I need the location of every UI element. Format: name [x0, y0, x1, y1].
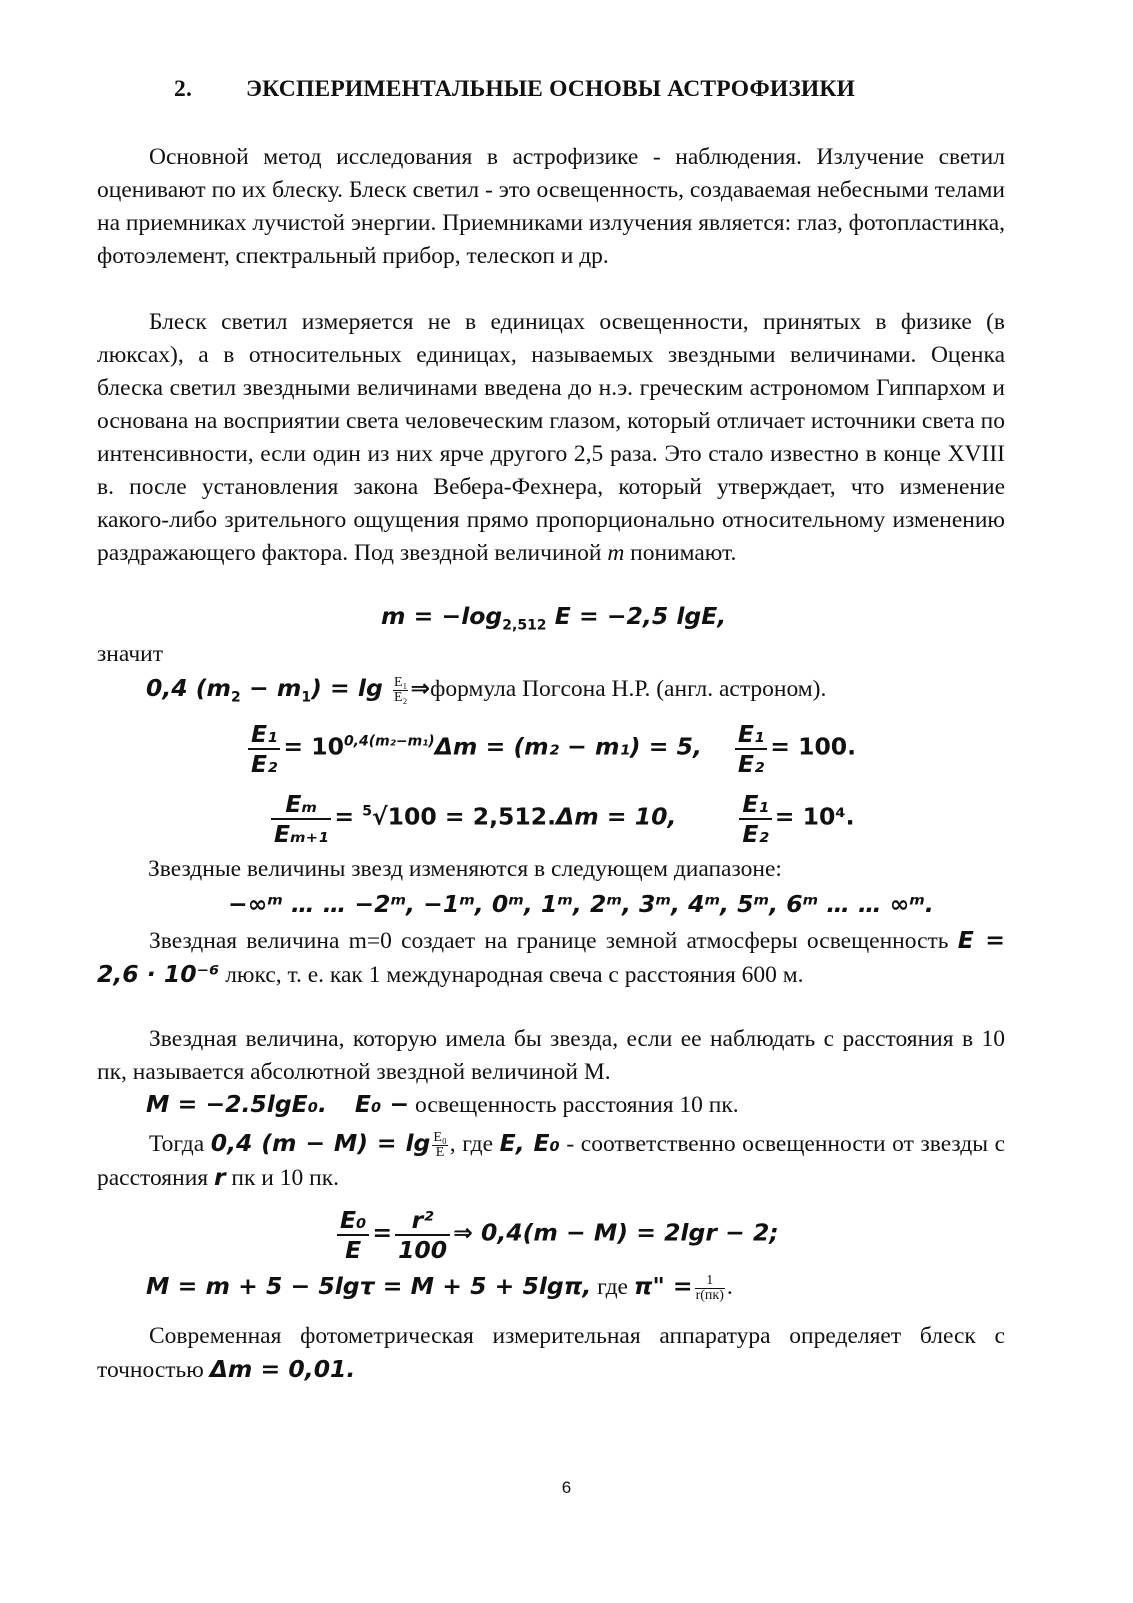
section-title: ЭКСПЕРИМЕНТАЛЬНЫЕ ОСНОВЫ АСТРОФИЗИКИ [246, 76, 856, 102]
precision-equation: Δm = 0,01. [209, 1355, 356, 1383]
fraction: $\frac{\text{E₀}}{E}$ [337, 1206, 369, 1264]
fraction: $\frac{\text{E₁}}{\text{E₂}}$ [739, 790, 771, 848]
range-equation: −∞ᵐ … … −2ᵐ, −1ᵐ, 0ᵐ, 1ᵐ, 2ᵐ, 3ᵐ, 4ᵐ, 5ᵐ, 6ᵐ … … ∞ᵐ. [228, 890, 934, 918]
equation-pogson: 0,4 $(m_2 - m_1) = \lg$ $\frac{\text{E₁}}{\text{E₂}}$ ⇒формула Погсона Н.Р. (англ. астроном). [146, 674, 827, 706]
illuminance-equation: E = 2,6 · 10⁻⁶ [97, 926, 1005, 988]
paragraph-4: Звездная величина, которую имела бы звезда, если ее наблюдать с расстояния в 10 пк, называется абсолютной звездной величиной М. [97, 1026, 1005, 1085]
equation-ratio-100: $\frac{\text{E₁}}{\text{E₂}}$ = $10^{0,4(m_2-m_1)}\Delta m = (m_2 - m_1) = 5$, $\frac{\text{E₁}}{\text{E₂}}$ = 100. [245, 720, 856, 778]
paragraph-2-text: Блеск светил измеряется не в единицах освещенности, принятых в физике (в люксах), а в относительных единицах, называемых звездными величинами. Оценка блеска светил звездными величинами введена до н.э. греческим астрономом Гиппархом и основана на восприятии света человеческим глазом, который отличает источники света по интенсивности, если один из них ярче другого 2,5 раза. Это стало известно в конце XVIII в. после установления закона Вебера-Фехнера, который утверждает, что изменение какого-либо зрительного ощущения прямо пропорционально относительному изменению раздражающего фактора. Под звездной величиной [97, 309, 1005, 566]
paragraph-3: Звездная величина m=0 создает на границе земной атмосферы освещенность E = 2,6 · 10⁻⁶ люкс, т. е. как 1 международная свеча с расстояния 600 м. [97, 926, 1005, 988]
page-number: 6 [561, 1478, 572, 1497]
section-number: 2. [174, 76, 193, 102]
paragraph-2 [97, 306, 1005, 570]
fraction: $\frac{\text{Eₘ}}{\text{Eₘ₊₁}}$ [271, 790, 331, 848]
equation-distance: $\frac{\text{E₀}}{E}$ = $\frac{\text{r²}}{100}$ ⇒ 0,4(m − M) = 2lgr − 2; [334, 1206, 779, 1264]
range-text: Звездные величины звезд изменяются в следующем диапазоне: [148, 856, 782, 882]
paragraph-6: Современная фотометрическая измерительная аппаратура определяет блеск с точностью Δm = 0,01. [97, 1323, 1005, 1383]
paragraph-1 [97, 141, 1005, 273]
znachit-text: значит [97, 641, 164, 667]
equation-parallax: M = m + 5 − 5lgτ = M + 5 + 5lgπ, где π" = 1 r(пк) . [146, 1272, 733, 1304]
paragraph-5: Тогда 0,4 (m − M) = lg $\frac{\text{E₀}}{E}$ , где E, E₀ - соответственно освещенности от звезды с расстояния r пк и 10 пк. [97, 1129, 1006, 1191]
equation-magnitude: $m = -\log_{2,512}$ E = −2,5 lgE, [381, 602, 727, 634]
fraction: $\frac{\text{E₁}}{\text{E₂}}$ [393, 675, 408, 706]
equation-absolute-magnitude: M = −2.5lgE₀. E₀ − освещенность расстояния 10 пк. [146, 1090, 739, 1118]
fraction: $\frac{\text{E₁}}{\text{E₂}}$ [248, 720, 280, 778]
fraction: $\frac{\text{E₁}}{\text{E₂}}$ [735, 720, 767, 778]
equation-pogson-ratio: $\frac{\text{Eₘ}}{\text{Eₘ₊₁}}$ = $^5$√100 = 2,512.Δm = 10, $\frac{\text{E₁}}{\text{E₂}}$ = 10⁴. [268, 790, 855, 848]
fraction: $\frac{\text{E₀}}{E}$ [433, 1130, 447, 1161]
fraction: 1 r(пк) [695, 1273, 724, 1304]
paragraph-2-end: понимают. [630, 540, 737, 566]
fraction: $\frac{\text{r²}}{100}$ [395, 1206, 450, 1264]
paragraph-1-text: Основной метод исследования в астрофизике - наблюдения. Излучение светил оценивают по их блеску. Блеск светил - это освещенность, создаваемая небесными телами на приемниках лучистой энергии. Приемниками излучения является: глаз, фотопластинка, фотоэлемент, спектральный прибор, телескоп и др. [97, 144, 1005, 269]
var-m: m [607, 540, 625, 566]
